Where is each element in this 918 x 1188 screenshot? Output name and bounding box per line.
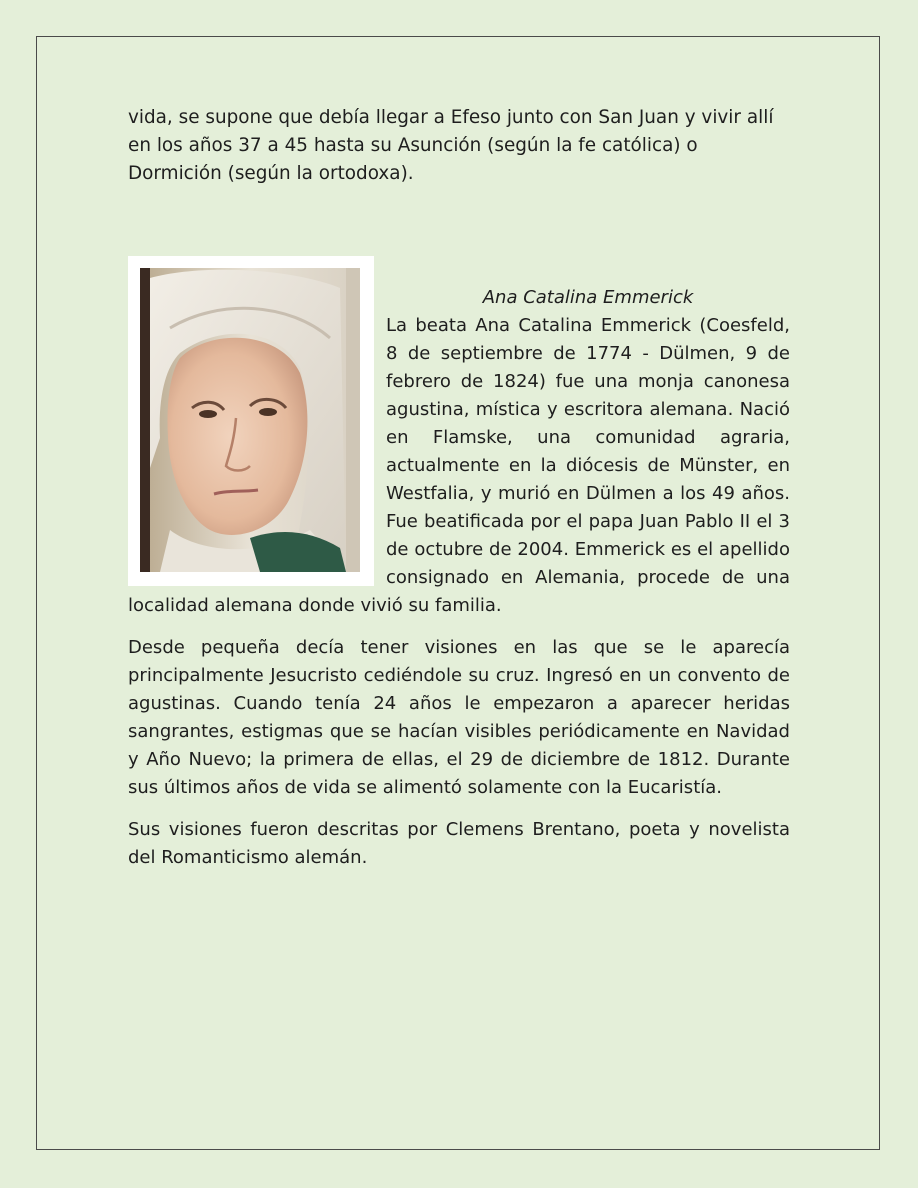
- portrait-caption: Ana Catalina Emmerick: [482, 287, 694, 308]
- biography-paragraph-1: La beata Ana Catalina Emmerick (Coesfeld, 8 de septiembre de 1774 - Dülmen, 9 de febrero de 1824) fue una monja canonesa agustina, mística y escritora alemana. Nació en Flamske, una comunidad agraria, actualmente en la diócesis de Münster, en Westfalia, y murió en Dülmen a los 49 años. Fue beatificada por el papa Juan Pablo II el 3 de octubre de 2004. Emmerick es el apellido consignado en Alemania, procede de una localidad alemana donde vivió su familia.: [128, 315, 790, 616]
- portrait-painting-icon: [140, 268, 360, 572]
- intro-paragraph: vida, se supone que debía llegar a Efeso junto con San Juan y vivir allí en los años 37 a 45 hasta su Asunción (según la fe católica) o Dormición (según la ortodoxa).: [128, 107, 774, 184]
- portrait-image: [128, 256, 374, 586]
- biography-paragraph-3: Sus visiones fueron descritas por Clemens Brentano, poeta y novelista del Romanticismo alemán.: [128, 819, 790, 868]
- document-body: [128, 104, 790, 872]
- biography-paragraph-2: Desde pequeña decía tener visiones en las que se le aparecía principalmente Jesucristo cediéndole su cruz. Ingresó en un convento de agustinas. Cuando tenía 24 años le empezaron a aparecer heridas sangrantes, estigmas que se hacían visibles periódicamente en Navidad y Año Nuevo; la primera de ellas, el 29 de diciembre de 1812. Durante sus últimos años de vida se alimentó solamente con la Eucaristía.: [128, 637, 790, 798]
